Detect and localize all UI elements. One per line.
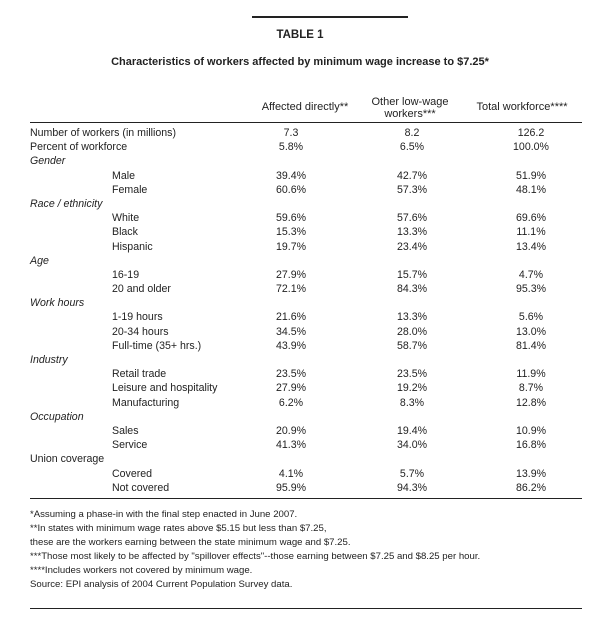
footnote-5: ****Includes workers not covered by minimum wage. — [30, 565, 253, 576]
cell-value: 43.9% — [275, 339, 307, 352]
cell-value: 13.3% — [396, 226, 428, 239]
table-row — [30, 310, 582, 324]
cell-value: 41.3% — [275, 439, 307, 452]
table-body — [30, 126, 582, 495]
table-row — [30, 240, 582, 254]
group-heading-row — [30, 296, 582, 310]
cell-value: 11.1% — [516, 226, 546, 239]
cell-value: 81.4% — [515, 339, 547, 352]
table-row — [30, 211, 582, 225]
table-label: TABLE 1 — [276, 29, 324, 41]
group-heading: Work hours — [30, 297, 85, 310]
table-row — [30, 381, 582, 395]
group-heading-row — [30, 254, 582, 268]
cell-value: 27.9% — [275, 382, 307, 395]
cell-value: 84.3% — [396, 283, 428, 296]
footnote-4: ***Those most likely to be affected by "spillover effects"--those earning between $7.25 and $8.25 per hour. — [30, 551, 481, 562]
row-label: Leisure and hospitality — [112, 382, 218, 395]
cell-value: 20.9% — [275, 424, 307, 437]
cell-value: 19.4% — [396, 424, 428, 437]
table-row — [30, 424, 582, 438]
cell-value: 11.9% — [516, 368, 546, 381]
source-note: Source: EPI analysis of 2004 Current Population Survey data. — [30, 579, 293, 590]
cell-value: 15.7% — [396, 268, 428, 281]
cell-value: 69.6% — [515, 212, 547, 225]
cell-value: 57.6% — [396, 212, 428, 225]
group-heading: Union coverage — [30, 453, 105, 466]
cell-value: 48.1% — [515, 183, 547, 196]
cell-value: 86.2% — [515, 481, 547, 494]
cell-value: 4.7% — [518, 268, 544, 281]
cell-value: 58.7% — [396, 339, 428, 352]
cell-value: 13.3% — [396, 311, 428, 324]
group-heading: Occupation — [30, 410, 84, 423]
row-label: 20 and older — [112, 283, 171, 296]
cell-value: 126.2 — [517, 127, 545, 139]
table-title: Characteristics of workers affected by minimum wage increase to $7.25* — [111, 56, 489, 68]
cell-value: 15.3% — [275, 226, 307, 239]
cell-value: 34.0% — [396, 439, 428, 452]
top-rule — [252, 16, 408, 18]
cell-value: 7.3 — [283, 127, 299, 139]
table-row — [30, 325, 582, 339]
cell-value: 5.8% — [278, 141, 304, 154]
cell-value: 28.0% — [396, 325, 428, 338]
cell-value: 21.6% — [275, 311, 307, 324]
row-label: Manufacturing — [112, 396, 180, 409]
cell-value: 8.7% — [518, 382, 544, 395]
row-label: 1-19 hours — [112, 311, 163, 324]
group-heading-row — [30, 197, 582, 211]
table-row — [30, 282, 582, 296]
group-heading: Industry — [30, 354, 68, 366]
cell-value: 6.2% — [278, 396, 304, 409]
table-row — [30, 396, 582, 410]
cell-value: 13.4% — [515, 240, 547, 253]
group-heading: Gender — [30, 155, 66, 168]
column-header-affected-directly: Affected directly** — [261, 101, 349, 113]
cell-value: 5.7% — [399, 467, 425, 480]
footnotes — [30, 508, 582, 592]
cell-value: 10.9% — [515, 424, 547, 437]
cell-value: 100.0% — [513, 141, 549, 154]
footnote-2: **In states with minimum wage rates above $5.15 but less than $7.25, — [30, 523, 327, 534]
group-heading-row — [30, 154, 582, 168]
row-label: Service — [112, 439, 148, 452]
cell-value: 27.9% — [275, 268, 307, 281]
cell-value: 42.7% — [396, 169, 428, 182]
row-label: Sales — [112, 424, 139, 437]
row-label: Retail trade — [112, 368, 167, 381]
cell-value: 16.8% — [515, 439, 547, 452]
cell-value: 8.3% — [399, 396, 425, 409]
cell-value: 59.6% — [275, 212, 307, 225]
table-row — [30, 183, 582, 197]
row-label: White — [112, 212, 140, 225]
cell-value: 72.1% — [275, 283, 307, 296]
table-row — [30, 268, 582, 282]
table-row — [30, 467, 582, 481]
column-header-other-low-wage: Other low-wage workers*** — [371, 96, 449, 120]
footer-rule — [30, 498, 582, 499]
footnote-1: *Assuming a phase-in with the final step enacted in June 2007. — [30, 509, 298, 520]
footnote-3: these are the workers earning between the state minimum wage and $7.25. — [30, 537, 351, 548]
cell-value: 34.5% — [275, 325, 307, 338]
group-heading-row — [30, 410, 582, 424]
cell-value: 19.2% — [396, 382, 428, 395]
table-row — [30, 367, 582, 381]
cell-value: 12.8% — [515, 396, 547, 409]
table-row — [30, 140, 582, 154]
column-header-total-workforce: Total workforce**** — [476, 101, 568, 113]
table-row — [30, 438, 582, 452]
cell-value: 8.2 — [404, 127, 420, 139]
row-label: Full-time (35+ hrs.) — [112, 339, 202, 352]
table-row — [30, 225, 582, 239]
cell-value: 4.1% — [278, 467, 304, 480]
group-heading: Race / ethnicity — [30, 197, 103, 210]
row-label: Hispanic — [112, 240, 153, 253]
cell-value: 95.3% — [515, 283, 547, 296]
row-label: Male — [112, 169, 135, 182]
cell-value: 23.4% — [396, 240, 428, 253]
row-label: Female — [112, 183, 148, 196]
cell-value: 6.5% — [399, 141, 425, 154]
cell-value: 60.6% — [275, 183, 307, 196]
row-label: Not covered — [112, 481, 170, 494]
cell-value: 19.7% — [275, 240, 307, 253]
row-label: Black — [112, 226, 138, 239]
group-heading-row — [30, 353, 582, 367]
cell-value: 94.3% — [396, 481, 428, 494]
cell-value: 95.9% — [275, 481, 307, 494]
header-rule — [30, 122, 582, 123]
row-label: 20-34 hours — [112, 325, 169, 338]
group-heading: Age — [30, 254, 49, 267]
cell-value: 57.3% — [396, 183, 428, 196]
table-row — [30, 339, 582, 353]
table-row — [30, 481, 582, 495]
table-row — [30, 126, 582, 140]
bottom-rule — [30, 608, 582, 609]
row-label: Covered — [112, 467, 153, 480]
cell-value: 13.9% — [515, 467, 547, 480]
cell-value: 23.5% — [275, 368, 307, 381]
cell-value: 39.4% — [275, 169, 307, 182]
row-label: Number of workers (in millions) — [30, 127, 176, 139]
group-heading-row — [30, 452, 582, 466]
cell-value: 51.9% — [515, 169, 547, 182]
row-label: Percent of workforce — [30, 141, 128, 154]
table-row — [30, 169, 582, 183]
cell-value: 13.0% — [515, 325, 547, 338]
row-label: 16-19 — [112, 268, 140, 281]
cell-value: 5.6% — [518, 311, 544, 324]
cell-value: 23.5% — [396, 368, 428, 381]
